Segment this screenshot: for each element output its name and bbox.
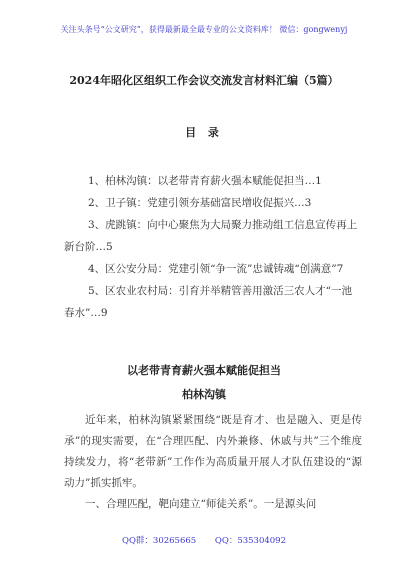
section-title: 以老带青育薪火强本赋能促担当 (127, 364, 281, 377)
toc-item[interactable]: 1、柏林沟镇：以老带青育薪火强本赋能促担当…1 (88, 175, 322, 187)
toc-item[interactable]: 3、虎跳镇：向中心聚焦为大局聚力推动组工信息宣传再上新台阶…5 (64, 219, 358, 253)
toc-heading: 目 录 (185, 126, 223, 139)
section-subtitle: 柏林沟镇 (182, 388, 226, 401)
table-of-contents (64, 170, 362, 324)
body-paragraph: 近年来，柏林沟镇紧紧围绕“既是育才、也是融入、更是传承”的现实需要，在“合理匹配、内外兼修、休戚与共”三个维度持续发力，将“老带新”工作作为高质量开展人才队伍建设的“源动力”抓实抓牢。 (64, 414, 362, 489)
footer-qq-group: QQ群：30265665 (121, 536, 197, 546)
footer-note (0, 534, 408, 546)
toc-item[interactable]: 5、区农业农村局：引育并举精管善用激活三农人才“一池春水”…9 (64, 285, 353, 319)
toc-item[interactable]: 2、卫子镇：党建引领夯基础富民增收促振兴…3 (88, 197, 312, 209)
document-title: 2024年昭化区组织工作会议交流发言材料汇编（5篇） (69, 74, 339, 87)
body-paragraph: 一、合理匹配，靶向建立“师徒关系”。一是源头问 (85, 498, 317, 510)
toc-item[interactable]: 4、区公安分局：党建引领“争一流”忠诚铸魂“创满意”7 (88, 263, 344, 275)
footer-qq: QQ：535304092 (214, 536, 286, 546)
header-note: 关注头条号“公文研究”，获得最新最全最专业的公文资料库！ 微信：gongwenyj (60, 25, 348, 34)
body-text (64, 410, 362, 515)
